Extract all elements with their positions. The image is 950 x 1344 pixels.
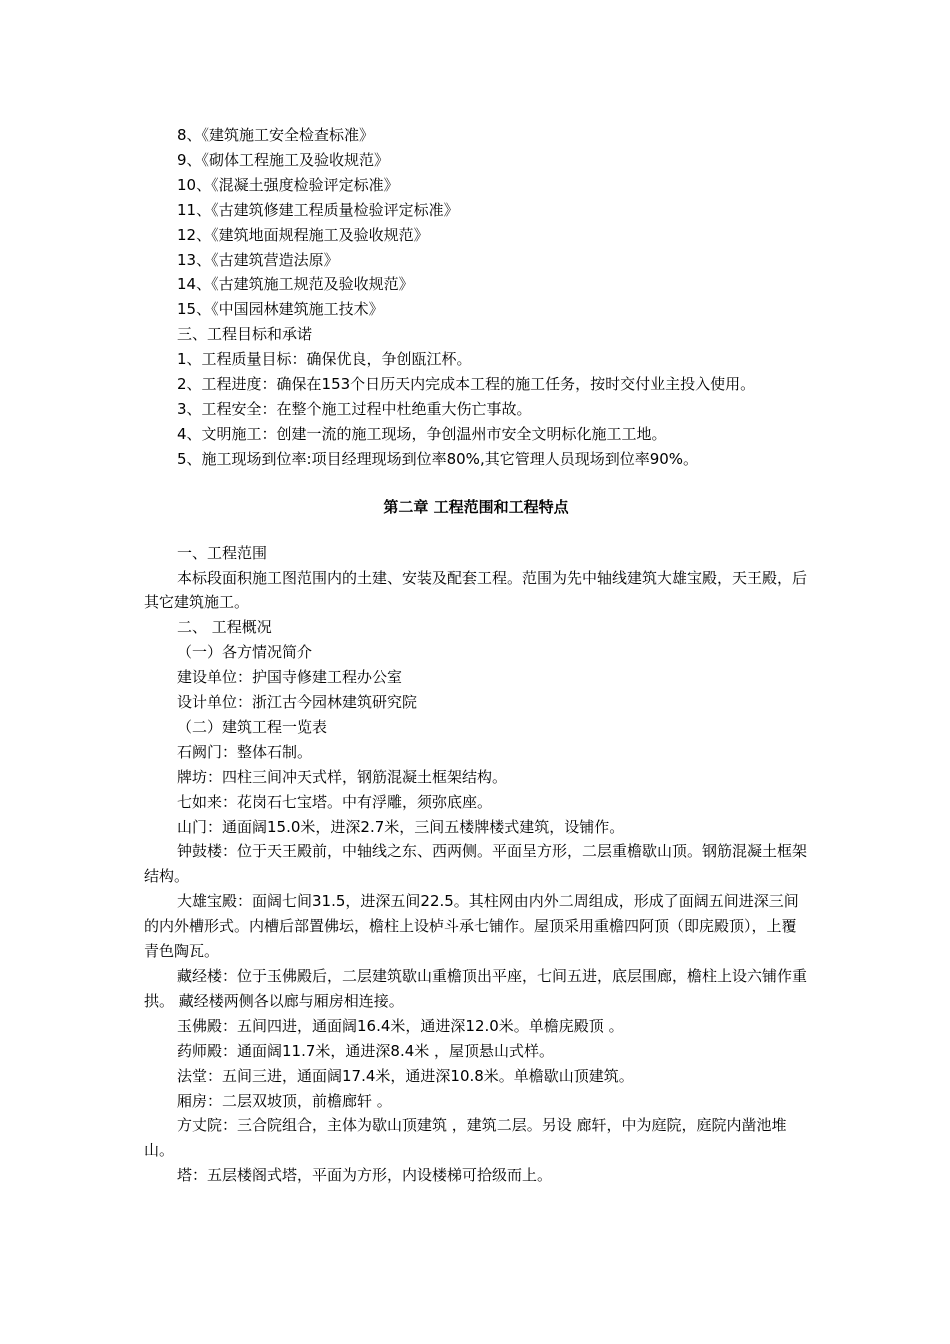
building-item: 七如来：花岗石七宝塔。中有浮雕，须弥底座。 [177,792,493,811]
building-item: 大雄宝殿：面阔七间31.5，进深五间22.5。其柱网由内外二周组成，形成了面阔五间进深三间的内外槽形式。内槽后部置佛坛，檐柱上设栌斗承七铺作。屋顶采用重檐四阿顶（即庑殿顶），上覆青色陶瓦。 [144,892,799,961]
standard-item: 13、《古建筑营造法原》 [177,250,339,269]
standard-item: 15、《中国园林建筑施工技术》 [177,300,384,319]
standard-item: 10、《混凝土强度检验评定标准》 [177,175,399,194]
building-item: 牌坊：四柱三间冲天式样，钢筋混凝土框架结构。 [177,767,508,786]
goal-item: 2、工程进度：确保在153个日历天内完成本工程的施工任务，按时交付业主投入使用。 [177,375,756,394]
goal-item: 1、工程质量目标：确保优良，争创瓯江杯。 [177,350,472,369]
building-item: 钟鼓楼：位于天王殿前，中轴线之东、西两侧。平面呈方形，二层重檐歇山顶。钢筋混凝土框架结构。 [144,842,808,886]
building-item: 山门：通面阔15.0米，进深2.7米，三间五楼牌楼式建筑，设铺作。 [177,817,625,836]
building-list-heading: （二）建筑工程一览表 [177,717,328,736]
building-item: 法堂：五间三进，通面阔17.4米，通进深10.8米。单檐歇山顶建筑。 [177,1066,634,1085]
building-item: 玉佛殿：五间四进，通面阔16.4米，通进深12.0米。单檐庑殿顶 。 [177,1016,624,1035]
scope-text: 本标段面积施工图范围内的土建、安装及配套工程。范围为先中轴线建筑大雄宝殿，天王殿，后其它建筑施工。 [144,568,808,612]
standard-item: 9、《砌体工程施工及验收规范》 [177,150,390,169]
building-item: 厢房：二层双坡顶，前檐廊轩 。 [177,1091,392,1110]
goal-item: 3、工程安全：在整个施工过程中杜绝重大伤亡事故。 [177,399,532,418]
building-item: 藏经楼：位于玉佛殿后，二层建筑歇山重檐顶出平座，七间五进，底层围廊，檐柱上设六铺作重拱。 藏经楼两侧各以廊与厢房相连接。 [144,967,808,1010]
goal-item: 4、文明施工：创建一流的施工现场，争创温州市安全文明标化施工工地。 [177,424,667,443]
overview-heading: 二、 工程概况 [177,618,272,637]
parties-heading: （一）各方情况简介 [177,643,313,662]
designer-line: 设计单位：浙江古今园林建筑研究院 [177,693,418,712]
standard-item: 12、《建筑地面规程施工及验收规范》 [177,225,429,244]
goal-item: 5、施工现场到位率:项目经理现场到位率80%,其它管理人员现场到位率90%。 [177,449,699,468]
building-item: 药师殿：通面阔11.7米，通进深8.4米 ，屋顶悬山式样。 [177,1041,555,1060]
scope-heading: 一、工程范围 [177,543,268,562]
standard-item: 14、《古建筑施工规范及验收规范》 [177,275,414,294]
building-item: 塔：五层楼阁式塔，平面为方形，内设楼梯可拾级而上。 [177,1166,553,1185]
owner-line: 建设单位：护国寺修建工程办公室 [177,668,403,687]
building-item: 方丈院：三合院组合，主体为歇山顶建筑 ，建筑二层。另设 廊轩，中为庭院，庭院内凿池堆山。 [144,1116,787,1160]
standard-item: 11、《古建筑修建工程质量检验评定标准》 [177,200,459,219]
chapter-title: 第二章 工程范围和工程特点 [383,497,569,516]
standard-item: 8、《建筑施工安全检查标准》 [177,126,375,144]
document-body [144,123,808,1188]
building-item: 石阙门：整体石制。 [177,742,313,761]
goals-heading: 三、工程目标和承诺 [177,325,313,344]
